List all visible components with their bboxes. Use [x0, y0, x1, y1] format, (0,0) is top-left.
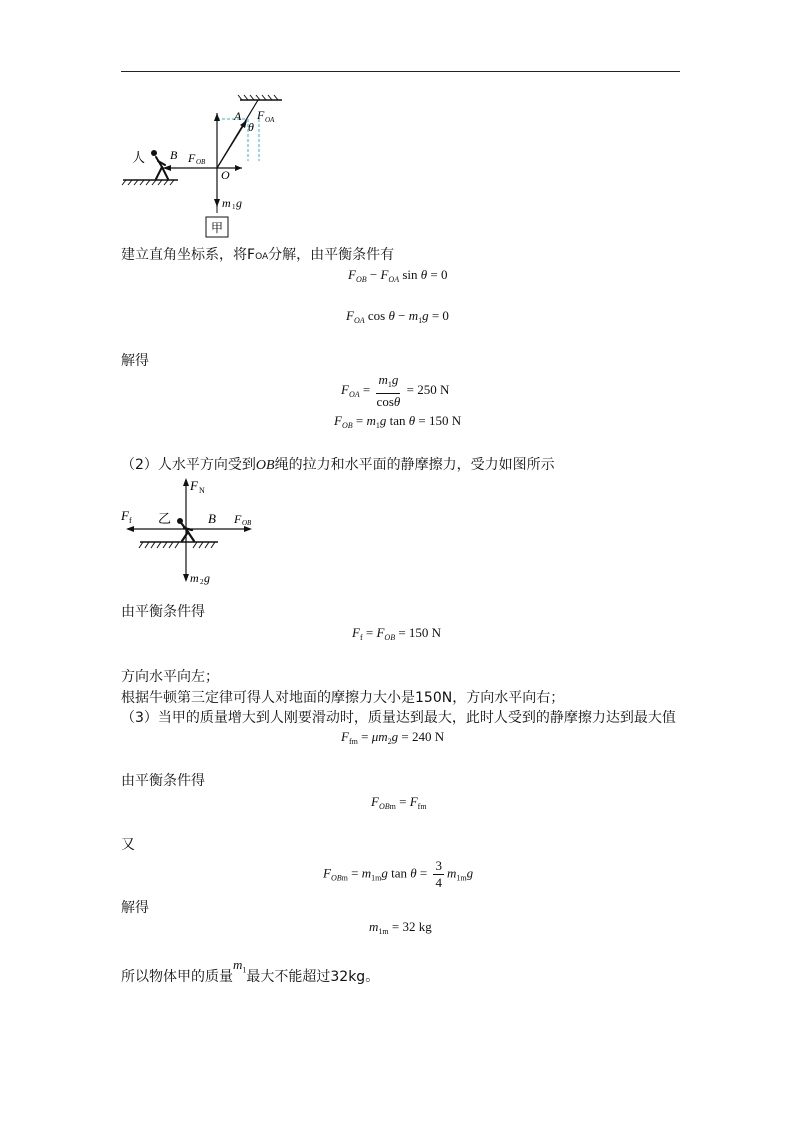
equation-5: $F_f = F_{OB} = 150$ N [352, 625, 442, 642]
label-FOB2-sub: OB [242, 519, 252, 527]
label-FOB1: F [188, 151, 196, 165]
label-A: A [234, 109, 242, 123]
equation-3: $F_{OA}$ = $\frac{m_1g}{\cos\theta}$ = 250 N [341, 372, 450, 409]
label-yi: 乙 [158, 512, 172, 527]
label-m2g-m: m [190, 571, 199, 585]
equation-1: $F_{OB} - F_{OA}$ sin θ = 0 [348, 267, 448, 284]
label-m2g-sub: 2 [200, 578, 204, 586]
label-jia: 甲 [211, 221, 224, 235]
text-you: 又 [121, 837, 135, 853]
person-icon [151, 150, 168, 179]
label-FOB2: F [234, 512, 242, 526]
force-diagram-2 [118, 472, 268, 592]
text-jiede-2: 解得 [121, 900, 149, 916]
text-direction: 方向水平向左； [121, 669, 219, 685]
label-Ff-sub: f [129, 516, 132, 525]
label-B1: B [170, 148, 178, 162]
label-FN: F [190, 478, 198, 493]
text-final: 所以物体甲的质量$m_1$最大不能超过32kg。 [121, 957, 380, 985]
equation-6: $F_{fm} = \mu m_2g = 240$ N [341, 729, 445, 746]
label-ren: 人 [132, 151, 146, 166]
label-FN-sub: N [199, 486, 205, 495]
equation-9: $m_{1m} = 32$ kg [369, 919, 432, 936]
label-O: O [221, 168, 230, 182]
text-balance-1: 由平衡条件得 [121, 604, 205, 620]
label-FOB1-sub: OB [196, 158, 206, 166]
text-newton: 根据牛顿第三定律可得人对地面的摩擦力大小是150N，方向水平向右； [121, 690, 565, 706]
text-part-2: （2）人水平方向受到OB绳的拉力和水平面的静摩擦力，受力如图所示 [121, 457, 555, 473]
text-balance-2: 由平衡条件得 [121, 773, 205, 789]
label-m1g-sub: 1 [232, 203, 236, 211]
label-m1g-m: m [222, 196, 231, 210]
label-FOA: F [257, 108, 265, 122]
header-rule [121, 71, 680, 72]
equation-8: $F_{OBm} = m_{1m}g$ tan θ = $\frac{3}{4}$ $m_{1m}g$ [323, 858, 474, 890]
text-line-1: 建立直角坐标系，将FOA分解，由平衡条件有 [121, 247, 395, 263]
label-m2g-g: g [204, 571, 210, 585]
equation-4: $F_{OB} = m_1g$ tan θ = 150 N [334, 413, 462, 430]
text-part-3: （3）当甲的质量增大到人刚要滑动时，质量达到最大，此时人受到的静摩擦力达到最大值 [121, 710, 676, 726]
text-jiede-1: 解得 [121, 353, 149, 369]
label-FOA-sub: OA [265, 116, 275, 124]
label-m1g-g: g [236, 196, 242, 210]
equation-7: $F_{OBm} = F_{fm}$ [371, 794, 427, 811]
label-B2: B [208, 511, 216, 526]
force-diagram-1 [118, 95, 318, 240]
label-theta: θ [248, 120, 254, 134]
label-Ff: F [121, 508, 129, 523]
equation-2: $F_{OA}$ $\cos \theta - m_1g = 0$ [346, 308, 449, 325]
